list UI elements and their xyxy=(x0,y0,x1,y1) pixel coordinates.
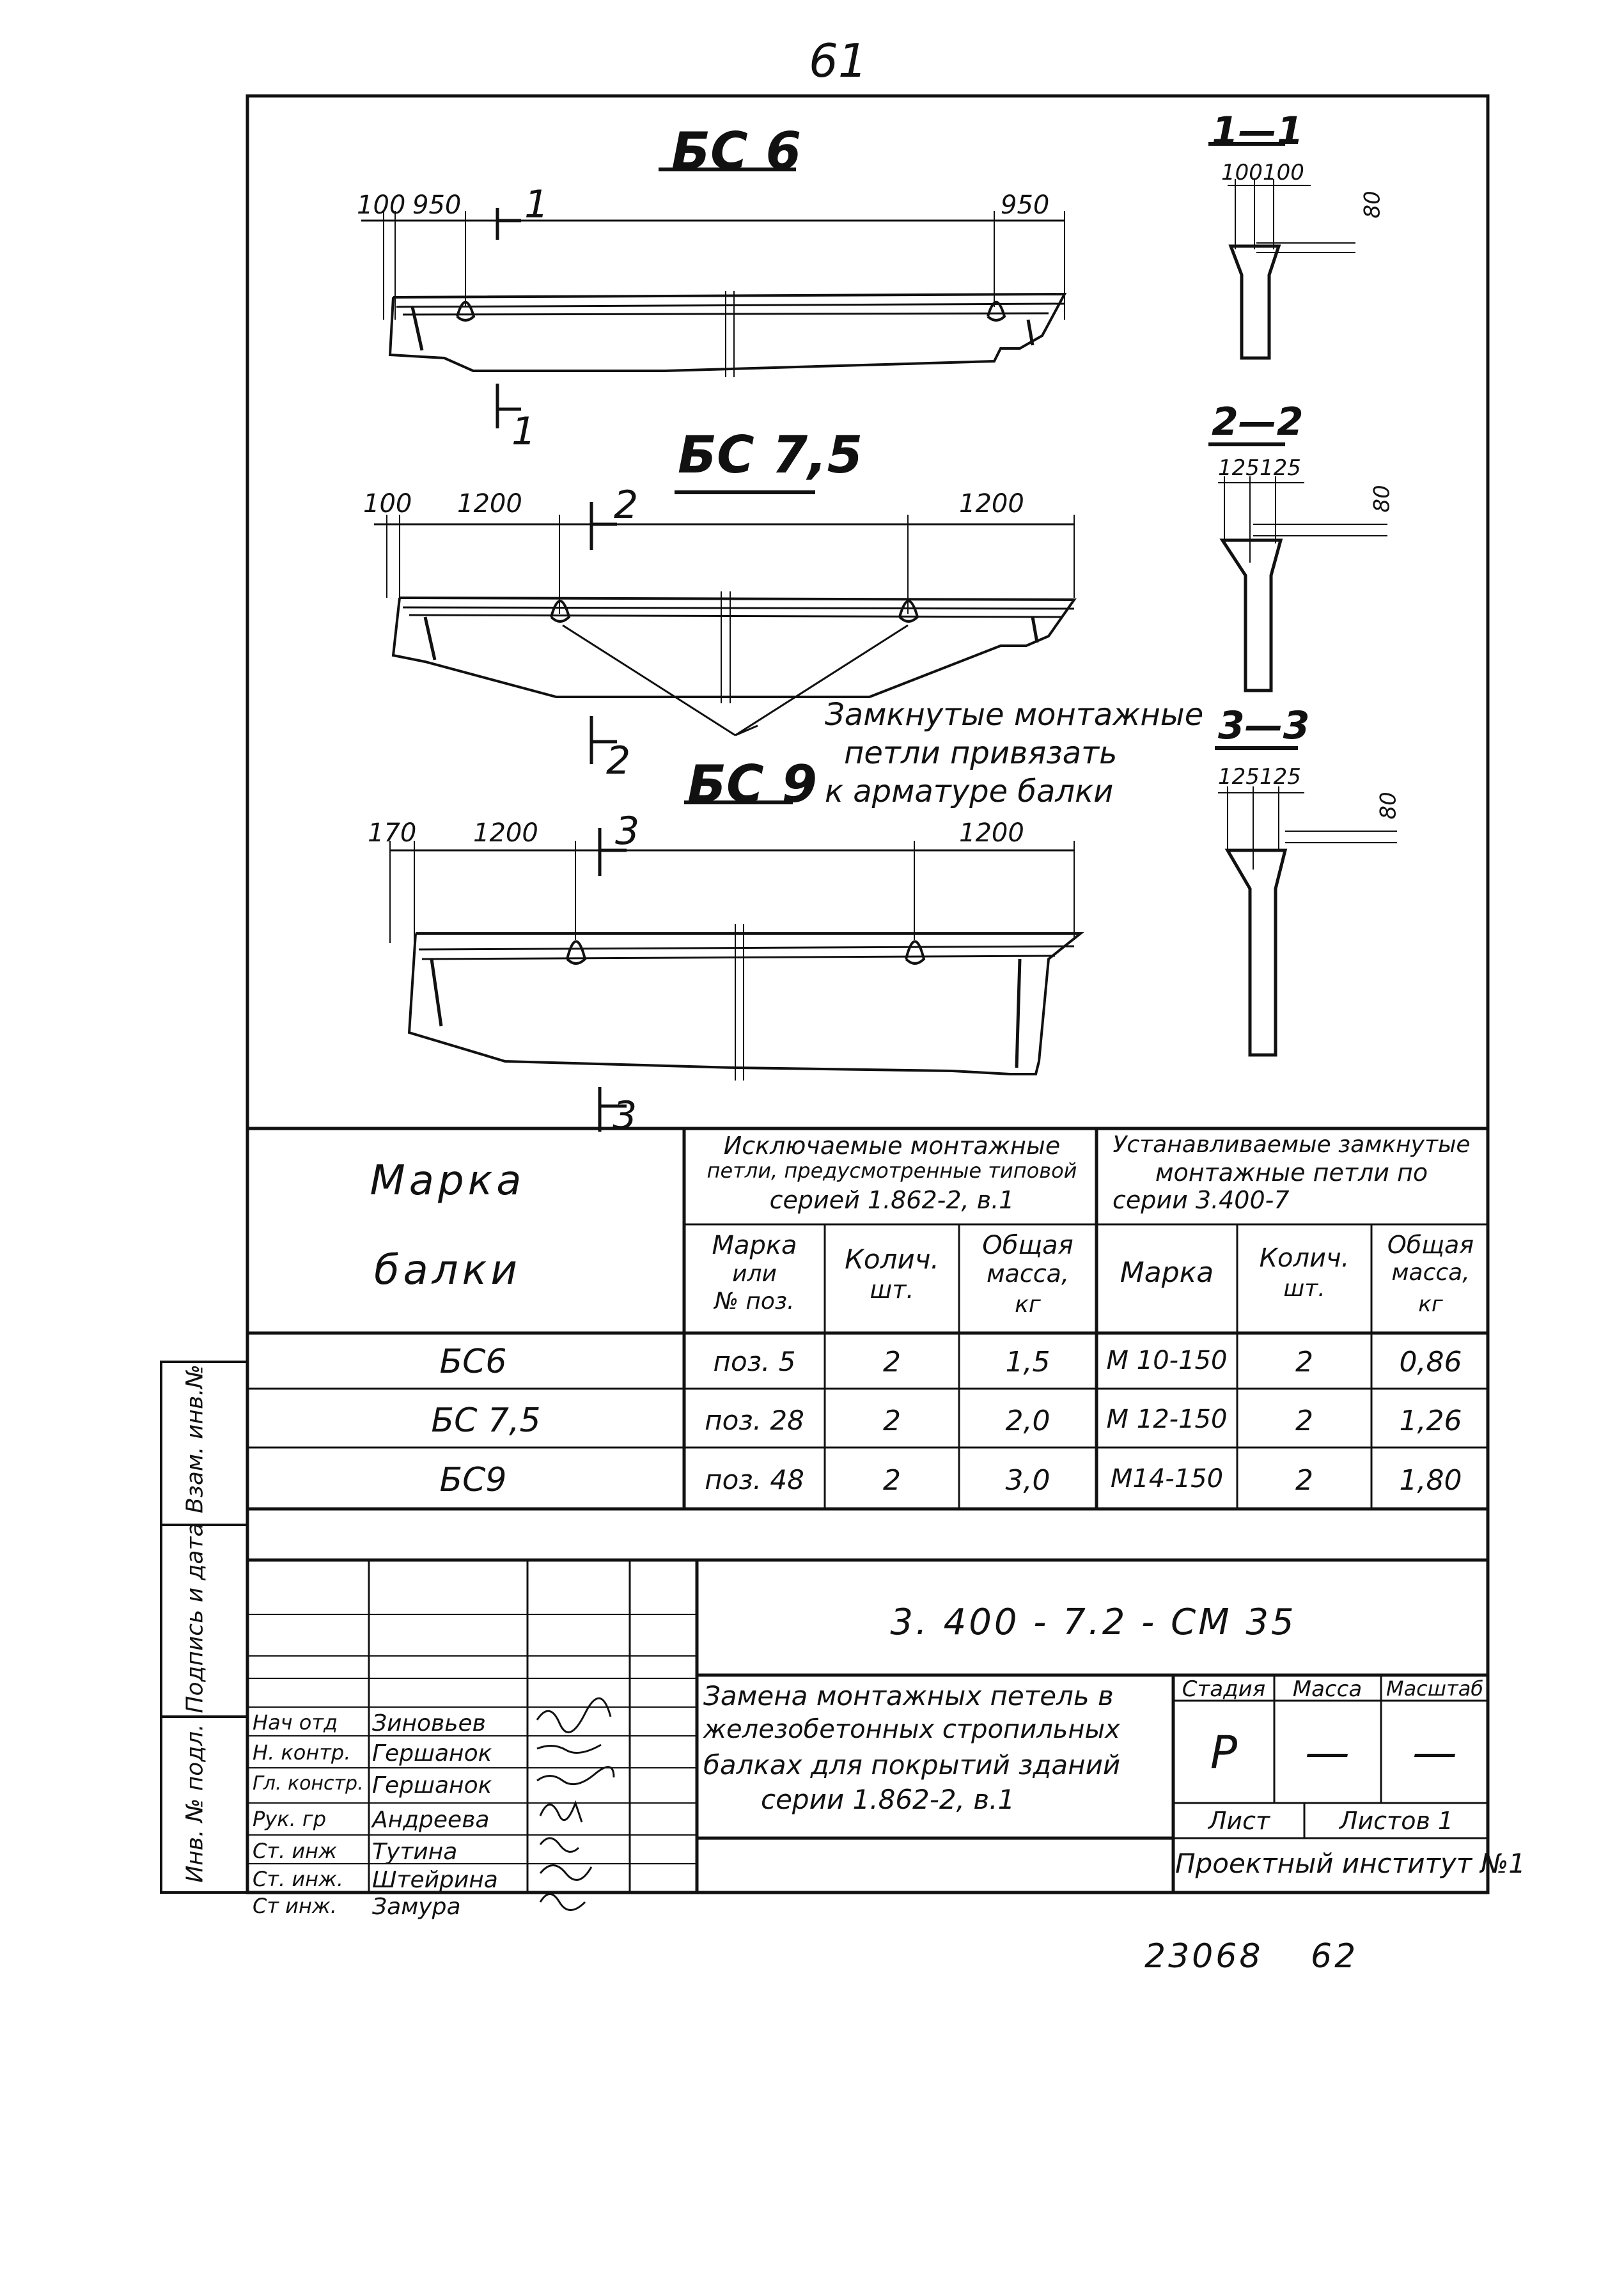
sub-inst-qty-1: Колич. xyxy=(1259,1244,1350,1273)
organization: Проектный институт №1 xyxy=(1175,1848,1526,1879)
bs6-dim-right: 950 xyxy=(1001,191,1050,220)
section-2-dim-h: 80 xyxy=(1369,485,1395,513)
sub-excl-qty-1: Колич. xyxy=(845,1244,939,1275)
sub-excl-mark-3: № поз. xyxy=(714,1288,795,1315)
bs75-dim-left-large: 1200 xyxy=(457,489,522,519)
description-line-1: Замена монтажных петель в xyxy=(703,1680,1114,1712)
bs75-cut-mark-top: 2 xyxy=(614,483,639,527)
bs9-dim-right: 1200 xyxy=(959,818,1024,848)
row2-pos: поз. 28 xyxy=(705,1405,804,1436)
row3-new-mark: М14-150 xyxy=(1110,1464,1224,1494)
sheet-label: Лист xyxy=(1208,1807,1270,1835)
row1-new-mark: М 10-150 xyxy=(1106,1346,1228,1375)
scale-value: — xyxy=(1412,1726,1457,1779)
row1-qty: 2 xyxy=(883,1346,901,1378)
name-5: Штейрина xyxy=(372,1867,498,1893)
bs9-cut-mark-top: 3 xyxy=(615,809,640,854)
side-label-inv-original: Инв. № подл. xyxy=(182,1724,208,1883)
row2-mass: 2,0 xyxy=(1005,1405,1050,1437)
role-0: Нач отд xyxy=(253,1710,338,1735)
side-label-replace-inv: Взам. инв.№ xyxy=(182,1364,208,1513)
bs75-dim-right: 1200 xyxy=(959,489,1024,519)
note-line-2: петли привязать xyxy=(844,735,1118,771)
group-installed-2: монтажные петли по xyxy=(1155,1159,1428,1187)
name-3: Андреева xyxy=(372,1807,490,1833)
row3-mass: 3,0 xyxy=(1005,1464,1050,1497)
bs6-cut-mark-top: 1 xyxy=(524,182,549,227)
sub-inst-mass-1: Общая xyxy=(1387,1231,1474,1259)
group-installed-3: серии 3.400-7 xyxy=(1113,1186,1290,1214)
section-1-dim-h: 80 xyxy=(1359,191,1386,219)
row2-new-mark: М 12-150 xyxy=(1106,1405,1228,1434)
row3-new-qty: 2 xyxy=(1295,1464,1313,1497)
beam-bs6-drawing xyxy=(361,169,1065,428)
bs6-dim-left-small: 100 xyxy=(357,191,406,220)
section-3-dim-a: 125 xyxy=(1218,764,1260,790)
bs6-dim-left-large: 950 xyxy=(412,191,462,220)
row3-qty: 2 xyxy=(883,1464,901,1497)
row3-pos: поз. 48 xyxy=(705,1464,804,1495)
name-6: Замура xyxy=(372,1894,461,1920)
section-2-title: 2—2 xyxy=(1212,400,1304,444)
note-line-3: к арматуре балки xyxy=(825,774,1114,809)
role-1: Н. контр. xyxy=(253,1740,351,1765)
stage-header: Стадия xyxy=(1182,1676,1266,1702)
sub-excl-mark-1: Марка xyxy=(712,1231,797,1260)
sub-excl-mass-3: кг xyxy=(1015,1292,1041,1318)
sub-inst-qty-2: шт. xyxy=(1283,1276,1325,1302)
sheet-number-top: 61 xyxy=(809,34,868,88)
row1-mass: 1,5 xyxy=(1005,1346,1050,1378)
row1-new-mass: 0,86 xyxy=(1399,1346,1462,1378)
group-excluded-1: Исключаемые монтажные xyxy=(723,1132,1061,1160)
bs9-title: БС 9 xyxy=(687,754,818,814)
bs75-title: БС 7,5 xyxy=(678,425,863,485)
group-excluded-2: петли, предусмотренные типовой xyxy=(707,1159,1077,1183)
row2-new-mass: 1,26 xyxy=(1399,1405,1462,1437)
page-number: 62 xyxy=(1311,1937,1359,1976)
sub-inst-mark: Марка xyxy=(1120,1256,1214,1289)
section-3-dim-h: 80 xyxy=(1375,792,1401,820)
role-4: Ст. инж xyxy=(253,1839,337,1863)
role-2: Гл. констр. xyxy=(253,1772,364,1795)
section-2-dim-a: 125 xyxy=(1218,455,1260,481)
doc-code: 3. 400 - 7.2 - СМ 35 xyxy=(890,1602,1297,1643)
sub-inst-mass-3: кг xyxy=(1418,1292,1443,1317)
section-1-dim-b: 100 xyxy=(1263,160,1304,185)
section-2-dim-b: 125 xyxy=(1260,455,1301,481)
role-6: Ст инж. xyxy=(253,1894,337,1918)
sub-excl-mass-2: масса, xyxy=(986,1260,1070,1288)
section-3-title: 3—3 xyxy=(1218,703,1310,748)
role-5: Ст. инж. xyxy=(253,1867,344,1891)
description-line-4: серии 1.862-2, в.1 xyxy=(761,1784,1015,1815)
col-mark-header-2: балки xyxy=(374,1247,521,1294)
name-2: Гершанок xyxy=(372,1772,492,1799)
bs9-dim-left-small: 170 xyxy=(368,818,417,848)
row1-mark: БС6 xyxy=(439,1343,507,1381)
group-installed-1: Устанавливаемые замкнутые xyxy=(1113,1132,1471,1158)
col-mark-header-1: Марка xyxy=(370,1157,526,1205)
name-4: Тутина xyxy=(372,1839,458,1865)
name-0: Зиновьев xyxy=(372,1710,486,1736)
bs9-cut-mark-bottom: 3 xyxy=(613,1093,637,1138)
description-line-3: балках для покрытий зданий xyxy=(703,1749,1121,1781)
beam-bs9-drawing xyxy=(390,802,1081,1132)
row1-pos: поз. 5 xyxy=(713,1346,796,1377)
sheets-label: Листов 1 xyxy=(1339,1807,1454,1835)
sub-excl-mark-2: или xyxy=(732,1261,777,1287)
archive-number: 23068 xyxy=(1144,1937,1263,1976)
bs6-title: БС 6 xyxy=(671,121,802,181)
group-excluded-3: серией 1.862-2, в.1 xyxy=(769,1186,1015,1214)
row2-mark: БС 7,5 xyxy=(431,1401,541,1440)
bs75-dim-left-small: 100 xyxy=(363,489,412,519)
scale-header: Масштаб xyxy=(1386,1676,1484,1701)
sub-excl-qty-2: шт. xyxy=(870,1276,914,1304)
section-1-dim-a: 100 xyxy=(1221,160,1263,185)
row2-new-qty: 2 xyxy=(1295,1405,1313,1437)
sub-inst-mass-2: масса, xyxy=(1391,1260,1470,1286)
row2-qty: 2 xyxy=(883,1405,901,1437)
section-3-dim-b: 125 xyxy=(1260,764,1301,790)
section-1-title: 1—1 xyxy=(1212,109,1304,153)
bs6-cut-mark-bottom: 1 xyxy=(511,409,536,454)
section-2-drawing xyxy=(1208,444,1387,691)
section-3-drawing xyxy=(1215,748,1397,1055)
description-line-2: железобетонных стропильных xyxy=(703,1715,1120,1744)
bs75-cut-mark-bottom: 2 xyxy=(606,738,631,783)
note-line-1: Замкнутые монтажные xyxy=(825,697,1204,733)
row3-mark: БС9 xyxy=(439,1461,507,1499)
mass-value: — xyxy=(1305,1726,1350,1779)
stage-value: Р xyxy=(1210,1726,1238,1779)
signatures xyxy=(537,1698,614,1910)
row3-new-mass: 1,80 xyxy=(1399,1464,1462,1497)
bs9-dim-left-large: 1200 xyxy=(473,818,538,848)
name-1: Гершанок xyxy=(372,1740,492,1767)
sub-excl-mass-1: Общая xyxy=(982,1231,1074,1260)
role-3: Рук. гр xyxy=(253,1807,327,1831)
row1-new-qty: 2 xyxy=(1295,1346,1313,1378)
side-label-signature-date: Подпись и дата xyxy=(182,1522,208,1713)
mass-header: Масса xyxy=(1292,1676,1362,1702)
